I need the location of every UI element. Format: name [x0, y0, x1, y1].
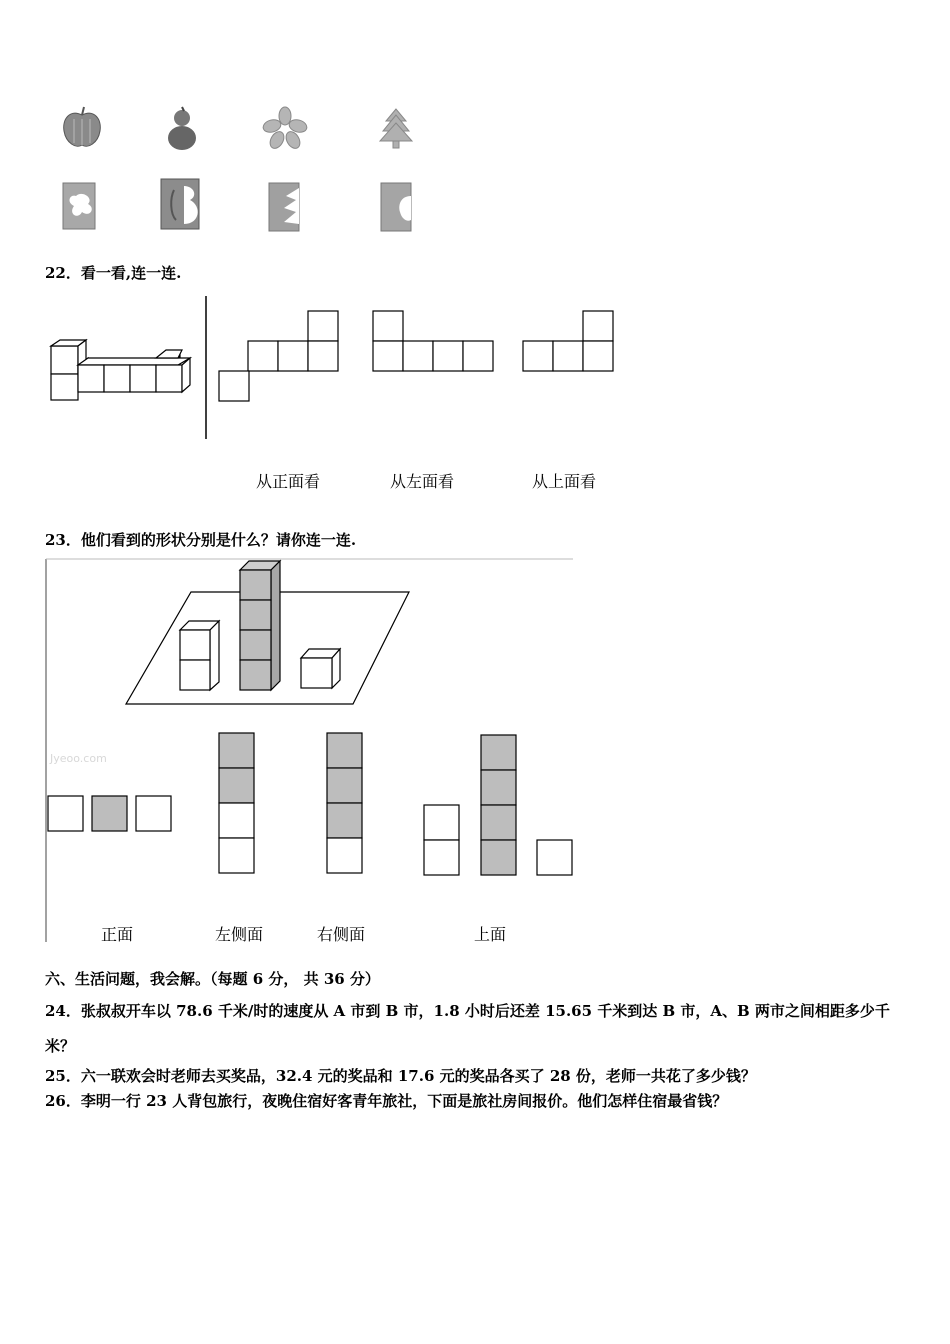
tree-icon — [376, 107, 416, 149]
q22-divider-line — [205, 296, 209, 440]
section-6-title: 六、生活问题，我会解。（每题 6 分， 共 36 分） — [45, 970, 380, 988]
q22-view-shape-3 — [522, 310, 616, 372]
q23-label-right-side: 右侧面 — [317, 925, 366, 944]
q23-3d-scene — [125, 560, 415, 706]
q22-view-shape-1 — [218, 310, 340, 402]
watermark: Jyeoo.com — [50, 752, 107, 765]
q23-view-right-side — [326, 732, 364, 874]
q23-view-top — [423, 734, 575, 876]
q22-label-front: 从正面看 — [256, 472, 321, 491]
card-tree-cutout-icon — [268, 182, 302, 232]
q22-solid-figure — [48, 338, 188, 406]
flower-icon — [263, 107, 307, 149]
question-23-text: 23．他们看到的形状分别是什么？请你连一连. — [45, 531, 357, 549]
question-24-text: 24．张叔叔开车以 78.6 千米/时的速度从 A 市到 B 市，1.8 小时后还差 15.65 千米到达 B 市，A、B 两市之间相距多少千米？ — [45, 1002, 890, 1055]
card-apple-cutout-icon — [380, 182, 414, 232]
gourd-icon — [162, 105, 202, 153]
q23-label-top: 上面 — [474, 925, 507, 944]
apple-icon — [60, 105, 105, 150]
q22-label-top: 从上面看 — [532, 472, 597, 491]
question-22-text: 22．看一看,连一连. — [45, 264, 182, 282]
q23-view-front — [47, 795, 173, 833]
q23-label-left-side: 左侧面 — [215, 925, 264, 944]
question-25-text: 25．六一联欢会时老师去买奖品，32.4 元的奖品和 17.6 元的奖品各买了 28 份，老师一共花了多少钱？ — [45, 1067, 756, 1085]
q22-label-left: 从左面看 — [390, 472, 455, 491]
card-flower-cutout-icon — [62, 182, 96, 230]
card-gourd-cutout-icon — [160, 178, 204, 230]
q23-label-front: 正面 — [101, 925, 134, 944]
q22-view-shape-2 — [372, 310, 496, 372]
q23-view-left-side — [218, 732, 256, 874]
question-26-text: 26．李明一行 23 人背包旅行，夜晚住宿好客青年旅社，下面是旅社房间报价。他们怎样住宿最省钱？ — [45, 1092, 728, 1110]
